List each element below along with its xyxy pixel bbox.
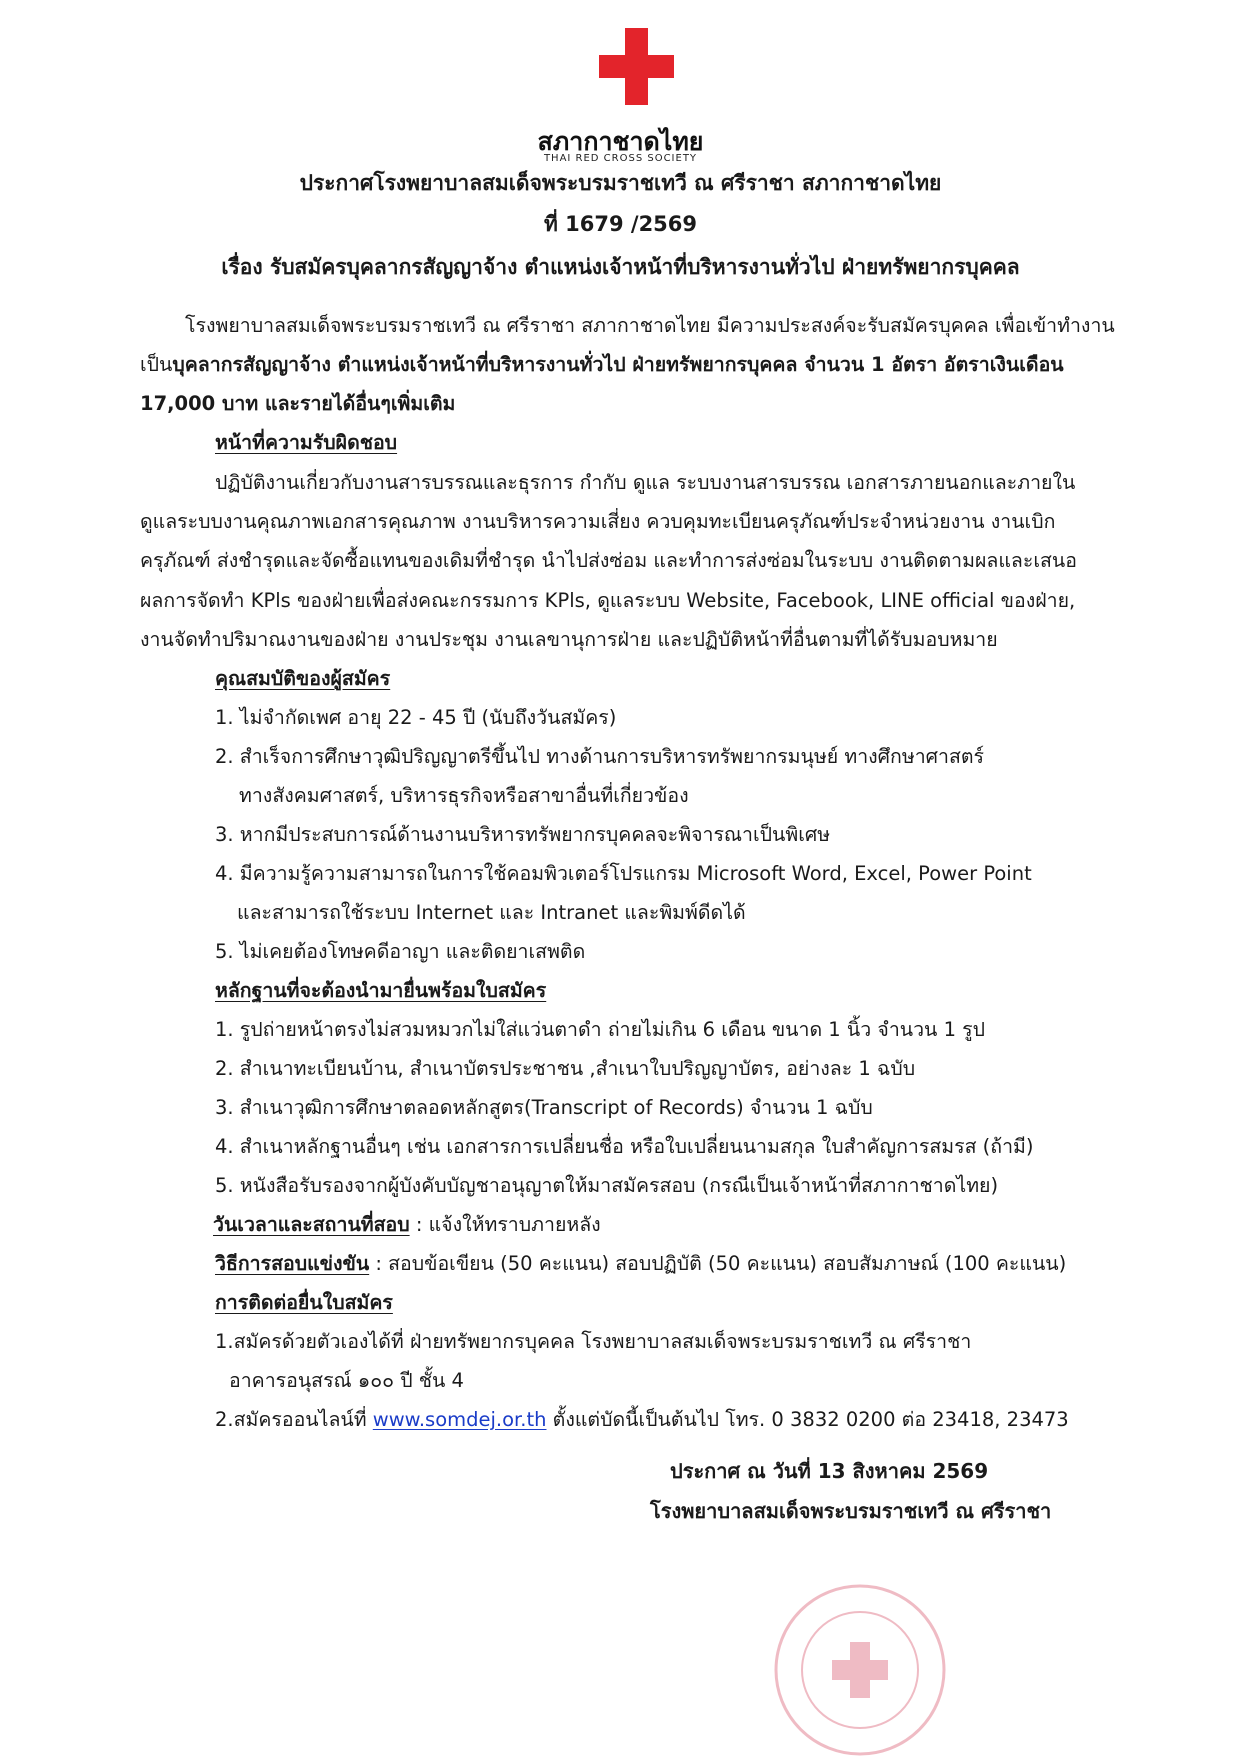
signatory-org: โรงพยาบาลสมเด็จพระบรมราชเทวี ณ ศรีราชา xyxy=(650,1499,1052,1523)
intro-line-2-prefix: เป็น xyxy=(140,353,173,376)
qualification-item: 3. หากมีประสบการณ์ด้านงานบริหารทรัพยากรบุคคลจะพิจารณาเป็นพิเศษ xyxy=(215,823,831,846)
contact-online-suffix: ตั้งแต่บัดนี้เป็นต้นไป โทร. 0 3832 0200 ต่อ 23418, 23473 xyxy=(546,1408,1069,1431)
hospital-seal-icon xyxy=(770,1580,950,1760)
qualification-item: 5. ไม่เคยต้องโทษคดีอาญา และติดยาเสพติด xyxy=(215,940,586,963)
document-item: 5. หนังสือรับรองจากผู้บังคับบัญชาอนุญาตให้มาสมัครสอบ (กรณีเป็นเจ้าหน้าที่สภากาชาดไทย) xyxy=(215,1174,999,1197)
duties-line: งานจัดทำปริมาณงานของฝ่าย งานประชุม งานเลขานุการฝ่าย และปฏิบัติหน้าที่อื่นตามที่ได้รับมอบหมาย xyxy=(140,628,998,651)
logo xyxy=(500,28,741,168)
exam-method-row xyxy=(215,1249,1066,1279)
intro-line-2 xyxy=(140,350,1064,380)
intro-salary: 17,000 บาท และรายได้อื่นๆเพิ่มเติม xyxy=(140,392,456,415)
qualifications-heading: คุณสมบัติของผู้สมัคร xyxy=(215,667,391,690)
exam-date-row xyxy=(213,1210,601,1240)
qualification-item: และสามารถใช้ระบบ Internet และ Intranet และพิมพ์ดีดได้ xyxy=(237,901,746,924)
qualification-item: 4. มีความรู้ความสามารถในการใช้คอมพิวเตอร์โปรแกรม Microsoft Word, Excel, Power Point xyxy=(215,862,1032,885)
date-prefix: ประกาศ ณ วันที่ xyxy=(670,1459,818,1483)
org-name-thai: สภากาชาดไทย xyxy=(537,127,704,156)
date-day: 13 xyxy=(817,1459,846,1483)
announcement-subject: เรื่อง รับสมัครบุคลากรสัญญาจ้าง ตำแหน่งเจ้าหน้าที่บริหารงานทั่วไป ฝ่ายทรัพยากรบุคคล xyxy=(221,255,1020,279)
website-link[interactable]: www.somdej.or.th xyxy=(372,1408,547,1431)
intro-position-detail: บุคลากรสัญญาจ้าง ตำแหน่งเจ้าหน้าที่บริหารงานทั่วไป ฝ่ายทรัพยากรบุคคล จำนวน 1 อัตรา อัตราเงินเดือน xyxy=(172,353,1064,376)
announcement-number: ที่ 1679 /2569 xyxy=(543,212,698,236)
announcement-date xyxy=(670,1456,988,1486)
red-cross-icon xyxy=(599,28,674,105)
duties-line: ผลการจัดทำ KPls ของฝ่ายเพื่อส่งคณะกรรมการ KPls, ดูแลระบบ Website, Facebook, LINE official ของฝ่าย, xyxy=(140,589,1076,612)
document-item: 2. สำเนาทะเบียนบ้าน, สำเนาบัตรประชาชน ,สำเนาใบปริญญาบัตร, อย่างละ 1 ฉบับ xyxy=(215,1057,916,1080)
org-name-english: THAI RED CROSS SOCIETY xyxy=(543,153,698,164)
document-item: 3. สำเนาวุฒิการศึกษาตลอดหลักสูตร(Transcript of Records) จำนวน 1 ฉบับ xyxy=(215,1096,873,1119)
duties-line: ปฏิบัติงานเกี่ยวกับงานสารบรรณและธุรการ กำกับ ดูแล ระบบงานสารบรรณ เอกสารภายนอกและภายใน xyxy=(215,471,1076,494)
date-suffix: สิงหาคม 2569 xyxy=(845,1459,989,1483)
duties-heading: หน้าที่ความรับผิดชอบ xyxy=(215,431,398,454)
documents-heading: หลักฐานที่จะต้องนำมายื่นพร้อมใบสมัคร xyxy=(215,979,547,1002)
duties-line: ดูแลระบบงานคุณภาพเอกสารคุณภาพ งานบริหารความเสี่ยง ควบคุมทะเบียนครุภัณฑ์ประจำหน่วยงาน งานเบิก xyxy=(140,510,1056,533)
intro-line-1: โรงพยาบาลสมเด็จพระบรมราชเทวี ณ ศรีราชา สภากาชาดไทย มีความประสงค์จะรับสมัครบุคคล เพื่อเข้าทำงาน xyxy=(185,314,1115,337)
qualification-item: ทางสังคมศาสตร์, บริหารธุรกิจหรือสาขาอื่นที่เกี่ยวข้อง xyxy=(239,784,689,807)
contact-line-1: 1.สมัครด้วยตัวเองได้ที่ ฝ่ายทรัพยากรบุคคล โรงพยาบาลสมเด็จพระบรมราชเทวี ณ ศรีราชา xyxy=(215,1330,972,1353)
exam-date-text: : แจ้งให้ทราบภายหลัง xyxy=(409,1213,601,1236)
document-item: 4. สำเนาหลักฐานอื่นๆ เช่น เอกสารการเปลี่ยนชื่อ หรือใบเปลี่ยนนามสกุล ใบสำคัญการสมรส (ถ้ามี) xyxy=(215,1135,1034,1158)
contact-heading: การติดต่อยื่นใบสมัคร xyxy=(215,1291,393,1314)
exam-date-heading: วันเวลาและสถานที่สอบ xyxy=(213,1213,410,1236)
duties-line: ครุภัณฑ์ ส่งชำรุดและจัดซื้อแทนของเดิมที่ชำรุด นำไปส่งซ่อม และทำการส่งซ่อมในระบบ งานติดตามผลและเสนอ xyxy=(140,549,1077,572)
document-item: 1. รูปถ่ายหน้าตรงไม่สวมหมวกไม่ใส่แว่นตาดำ ถ่ายไม่เกิน 6 เดือน ขนาด 1 นิ้ว จำนวน 1 รูป xyxy=(215,1018,986,1041)
contact-line-2: อาคารอนุสรณ์ ๑๐๐ ปี ชั้น 4 xyxy=(229,1369,464,1392)
exam-method-text: : สอบข้อเขียน (50 คะแนน) สอบปฏิบัติ (50 คะแนน) สอบสัมภาษณ์ (100 คะแนน) xyxy=(369,1252,1067,1275)
contact-online-prefix: 2.สมัครออนไลน์ที่ xyxy=(215,1408,373,1431)
qualification-item: 1. ไม่จำกัดเพศ อายุ 22 - 45 ปี (นับถึงวันสมัคร) xyxy=(215,706,617,729)
contact-line-3 xyxy=(215,1405,1069,1435)
qualification-item: 2. สำเร็จการศึกษาวุฒิปริญญาตรีขึ้นไป ทางด้านการบริหารทรัพยากรมนุษย์ ทางศึกษาศาสตร์ xyxy=(215,745,985,768)
announcement-title: ประกาศโรงพยาบาลสมเด็จพระบรมราชเทวี ณ ศรีราชา สภากาชาดไทย xyxy=(299,171,942,195)
exam-method-heading: วิธีการสอบแข่งขัน xyxy=(215,1252,370,1275)
